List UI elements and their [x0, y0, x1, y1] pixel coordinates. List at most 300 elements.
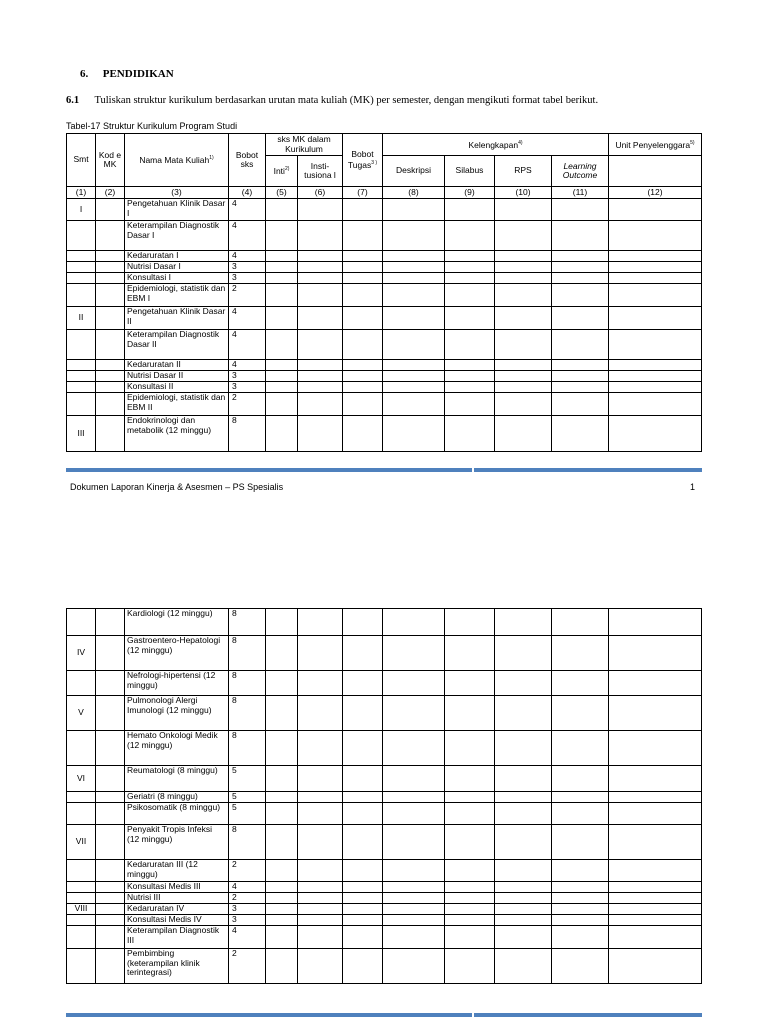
inti-cell [266, 284, 298, 307]
rps-cell [495, 609, 552, 636]
instruction-text: Tuliskan struktur kurikulum berdasarkan urutan mata kuliah (MK) per semester, dengan mengikuti format tabel berikut. [94, 95, 599, 106]
silabus-cell [445, 882, 495, 893]
institusional-cell [298, 882, 343, 893]
curriculum-table-page1 [66, 133, 702, 452]
curriculum-row [67, 330, 702, 360]
curriculum-row [67, 371, 702, 382]
silabus-cell [445, 696, 495, 731]
learning-outcome-cell [552, 307, 609, 330]
curriculum-row [67, 825, 702, 860]
course-name-cell: Keterampilan Diagnostik Dasar I [125, 221, 229, 251]
header-nama-label: Nama Mata Kuliah [139, 155, 210, 166]
silabus-cell [445, 360, 495, 371]
learning-outcome-cell [552, 360, 609, 371]
unit-penyelenggara-cell [609, 262, 702, 273]
rps-cell [495, 360, 552, 371]
bobot-tugas-cell [343, 825, 383, 860]
course-name-cell: Pengetahuan Klinik Dasar II [125, 307, 229, 330]
bobot-sks-cell: 3 [229, 382, 266, 393]
institusional-cell [298, 825, 343, 860]
deskripsi-cell [383, 636, 445, 671]
bobot-tugas-cell [343, 671, 383, 696]
unit-penyelenggara-cell [609, 792, 702, 803]
learning-outcome-cell [552, 904, 609, 915]
semester-cell: I [67, 199, 96, 221]
course-name-cell: Keterampilan Diagnostik Dasar II [125, 330, 229, 360]
course-name-cell: Kedaruratan I [125, 251, 229, 262]
silabus-cell [445, 860, 495, 882]
unit-penyelenggara-cell [609, 360, 702, 371]
bobot-sks-cell: 8 [229, 416, 266, 452]
learning-outcome-cell [552, 416, 609, 452]
bobot-tugas-cell [343, 803, 383, 825]
silabus-cell [445, 609, 495, 636]
unit-penyelenggara-cell [609, 382, 702, 393]
rps-cell [495, 199, 552, 221]
course-name-cell: Konsultasi Medis IV [125, 915, 229, 926]
rps-cell [495, 803, 552, 825]
bobot-tugas-cell [343, 609, 383, 636]
unit-penyelenggara-cell [609, 949, 702, 984]
semester-cell [67, 671, 96, 696]
course-name-cell: Pulmonologi Alergi Imunologi (12 minggu) [125, 696, 229, 731]
rps-cell [495, 766, 552, 792]
course-name-cell: Kedaruratan II [125, 360, 229, 371]
learning-outcome-cell [552, 382, 609, 393]
inti-cell [266, 803, 298, 825]
rps-cell [495, 284, 552, 307]
kode-mk-cell [96, 609, 125, 636]
semester-cell: VIII [67, 904, 96, 915]
institusional-cell [298, 636, 343, 671]
footer-text: Dokumen Laporan Kinerja & Asesmen – PS Spesialis [70, 482, 284, 492]
kode-mk-cell [96, 199, 125, 221]
bobot-sks-cell: 4 [229, 882, 266, 893]
header-silabus: Silabus [445, 156, 495, 187]
rps-cell [495, 792, 552, 803]
bobot-sks-cell: 3 [229, 273, 266, 284]
kode-mk-cell [96, 671, 125, 696]
institusional-cell [298, 284, 343, 307]
unit-penyelenggara-cell [609, 803, 702, 825]
course-name-cell: Nutrisi Dasar I [125, 262, 229, 273]
deskripsi-cell [383, 803, 445, 825]
kode-mk-cell [96, 251, 125, 262]
unit-penyelenggara-cell [609, 915, 702, 926]
institusional-cell [298, 609, 343, 636]
learning-outcome-cell [552, 926, 609, 949]
header-sks-mk-kurikulum: sks MK dalam Kurikulum [266, 134, 343, 156]
curriculum-rows-page1 [67, 199, 702, 452]
deskripsi-cell [383, 904, 445, 915]
learning-outcome-cell [552, 882, 609, 893]
page-bottom-rule [66, 468, 702, 472]
silabus-cell [445, 371, 495, 382]
header-inti [266, 156, 298, 187]
rps-cell [495, 251, 552, 262]
inti-cell [266, 262, 298, 273]
rps-cell [495, 262, 552, 273]
bobot-tugas-cell [343, 307, 383, 330]
institusional-cell [298, 766, 343, 792]
rps-cell [495, 221, 552, 251]
institusional-cell [298, 273, 343, 284]
rps-cell [495, 307, 552, 330]
bobot-sks-cell: 2 [229, 860, 266, 882]
curriculum-row [67, 926, 702, 949]
bobot-sks-cell: 5 [229, 766, 266, 792]
learning-outcome-cell [552, 609, 609, 636]
curriculum-row [67, 860, 702, 882]
semester-cell [67, 330, 96, 360]
institusional-cell [298, 416, 343, 452]
bobot-tugas-cell [343, 382, 383, 393]
kode-mk-cell [96, 766, 125, 792]
semester-cell [67, 284, 96, 307]
bobot-tugas-cell [343, 636, 383, 671]
semester-cell [67, 792, 96, 803]
institusional-cell [298, 262, 343, 273]
course-name-cell: Epidemiologi, statistik dan EBM I [125, 284, 229, 307]
inti-cell [266, 307, 298, 330]
bobot-sks-cell: 5 [229, 803, 266, 825]
inti-cell [266, 609, 298, 636]
kode-mk-cell [96, 860, 125, 882]
unit-penyelenggara-cell [609, 893, 702, 904]
rps-cell [495, 382, 552, 393]
curriculum-row [67, 199, 702, 221]
curriculum-row [67, 636, 702, 671]
institusional-cell [298, 307, 343, 330]
bobot-sks-cell: 8 [229, 671, 266, 696]
inti-cell [266, 393, 298, 416]
rps-cell [495, 636, 552, 671]
inti-cell [266, 915, 298, 926]
silabus-cell [445, 926, 495, 949]
course-name-cell: Reumatologi (8 minggu) [125, 766, 229, 792]
header-bobot-sks: Bobot sks [229, 134, 266, 187]
course-name-cell: Endokrinologi dan metabolik (12 minggu) [125, 416, 229, 452]
kode-mk-cell [96, 825, 125, 860]
rps-cell [495, 273, 552, 284]
column-number: (5) [266, 187, 298, 199]
bobot-sks-cell: 3 [229, 904, 266, 915]
semester-cell [67, 371, 96, 382]
course-name-cell: Psikosomatik (8 minggu) [125, 803, 229, 825]
silabus-cell [445, 416, 495, 452]
deskripsi-cell [383, 371, 445, 382]
rps-cell [495, 671, 552, 696]
bobot-sks-cell: 8 [229, 731, 266, 766]
course-name-cell: Nefrologi-hipertensi (12 minggu) [125, 671, 229, 696]
learning-outcome-cell [552, 251, 609, 262]
course-name-cell: Nutrisi Dasar II [125, 371, 229, 382]
kode-mk-cell [96, 382, 125, 393]
learning-outcome-cell [552, 393, 609, 416]
silabus-cell [445, 792, 495, 803]
bobot-tugas-cell [343, 251, 383, 262]
semester-cell [67, 273, 96, 284]
course-name-cell: Epidemiologi, statistik dan EBM II [125, 393, 229, 416]
kode-mk-cell [96, 893, 125, 904]
inti-cell [266, 904, 298, 915]
header-institusional: Insti-tusiona l [298, 156, 343, 187]
silabus-cell [445, 330, 495, 360]
curriculum-table-page2 [66, 608, 702, 984]
header-bobot-tugas [343, 134, 383, 187]
bobot-sks-cell: 4 [229, 330, 266, 360]
semester-cell [67, 609, 96, 636]
semester-cell: III [67, 416, 96, 452]
kode-mk-cell [96, 273, 125, 284]
bobot-tugas-cell [343, 860, 383, 882]
bobot-sks-cell: 3 [229, 915, 266, 926]
kode-mk-cell [96, 915, 125, 926]
institusional-cell [298, 860, 343, 882]
header-learning-outcome: Learning Outcome [552, 156, 609, 187]
deskripsi-cell [383, 273, 445, 284]
bobot-sks-cell: 2 [229, 393, 266, 416]
inti-cell [266, 199, 298, 221]
inti-cell [266, 860, 298, 882]
page-number: 1 [690, 482, 696, 492]
semester-cell [67, 893, 96, 904]
column-number-row [67, 187, 702, 199]
inti-cell [266, 416, 298, 452]
learning-outcome-cell [552, 262, 609, 273]
semester-cell [67, 382, 96, 393]
semester-cell [67, 915, 96, 926]
header-nama-footnote: 1) [209, 155, 214, 162]
institusional-cell [298, 904, 343, 915]
kode-mk-cell [96, 636, 125, 671]
unit-penyelenggara-cell [609, 671, 702, 696]
kode-mk-cell [96, 330, 125, 360]
curriculum-row [67, 251, 702, 262]
curriculum-row [67, 393, 702, 416]
silabus-cell [445, 766, 495, 792]
rps-cell [495, 393, 552, 416]
kode-mk-cell [96, 803, 125, 825]
learning-outcome-cell [552, 671, 609, 696]
deskripsi-cell [383, 199, 445, 221]
kode-mk-cell [96, 416, 125, 452]
deskripsi-cell [383, 330, 445, 360]
bobot-tugas-cell [343, 949, 383, 984]
bobot-tugas-cell [343, 926, 383, 949]
unit-penyelenggara-cell [609, 221, 702, 251]
course-name-cell: Kedaruratan III (12 minggu) [125, 860, 229, 882]
curriculum-row [67, 904, 702, 915]
kode-mk-cell [96, 792, 125, 803]
inti-cell [266, 926, 298, 949]
kode-mk-cell [96, 904, 125, 915]
silabus-cell [445, 251, 495, 262]
inti-cell [266, 731, 298, 766]
unit-penyelenggara-cell [609, 904, 702, 915]
inti-cell [266, 330, 298, 360]
unit-penyelenggara-cell [609, 609, 702, 636]
bobot-sks-cell: 4 [229, 221, 266, 251]
inti-cell [266, 382, 298, 393]
unit-penyelenggara-cell [609, 926, 702, 949]
deskripsi-cell [383, 926, 445, 949]
learning-outcome-cell [552, 803, 609, 825]
bobot-sks-cell: 2 [229, 284, 266, 307]
header-nama-mata-kuliah [125, 134, 229, 187]
silabus-cell [445, 199, 495, 221]
bobot-sks-cell: 4 [229, 926, 266, 949]
header-kelengkapan [383, 134, 609, 156]
semester-cell [67, 221, 96, 251]
learning-outcome-cell [552, 273, 609, 284]
inti-cell [266, 893, 298, 904]
curriculum-row [67, 307, 702, 330]
curriculum-row [67, 915, 702, 926]
silabus-cell [445, 636, 495, 671]
rps-cell [495, 731, 552, 766]
learning-outcome-cell [552, 636, 609, 671]
curriculum-row [67, 696, 702, 731]
bobot-sks-cell: 4 [229, 307, 266, 330]
inti-cell [266, 251, 298, 262]
unit-penyelenggara-cell [609, 273, 702, 284]
rps-cell [495, 330, 552, 360]
column-number: (2) [96, 187, 125, 199]
curriculum-row [67, 731, 702, 766]
silabus-cell [445, 893, 495, 904]
deskripsi-cell [383, 416, 445, 452]
header-smt: Smt [67, 134, 96, 187]
curriculum-row [67, 893, 702, 904]
rps-cell [495, 926, 552, 949]
curriculum-row [67, 766, 702, 792]
unit-penyelenggara-cell [609, 636, 702, 671]
column-number: (3) [125, 187, 229, 199]
deskripsi-cell [383, 825, 445, 860]
unit-penyelenggara-cell [609, 307, 702, 330]
institusional-cell [298, 893, 343, 904]
silabus-cell [445, 904, 495, 915]
institusional-cell [298, 360, 343, 371]
silabus-cell [445, 731, 495, 766]
semester-cell [67, 860, 96, 882]
header-inti-label: Inti [273, 166, 285, 177]
header-unit-label: Unit Penyelenggara [615, 139, 691, 150]
bobot-tugas-cell [343, 731, 383, 766]
section-number: 6. [80, 68, 89, 80]
course-name-cell: Pengetahuan Klinik Dasar I [125, 199, 229, 221]
bobot-tugas-cell [343, 915, 383, 926]
header-kode-mk: Kod e MK [96, 134, 125, 187]
bobot-tugas-cell [343, 262, 383, 273]
rps-cell [495, 825, 552, 860]
deskripsi-cell [383, 251, 445, 262]
bobot-tugas-cell [343, 766, 383, 792]
learning-outcome-cell [552, 284, 609, 307]
semester-cell [67, 360, 96, 371]
inti-cell [266, 221, 298, 251]
inti-cell [266, 360, 298, 371]
deskripsi-cell [383, 766, 445, 792]
deskripsi-cell [383, 949, 445, 984]
bobot-tugas-cell [343, 284, 383, 307]
semester-cell: IV [67, 636, 96, 671]
learning-outcome-cell [552, 766, 609, 792]
learning-outcome-cell [552, 199, 609, 221]
curriculum-row [67, 803, 702, 825]
curriculum-row [67, 416, 702, 452]
kode-mk-cell [96, 926, 125, 949]
semester-cell: V [67, 696, 96, 731]
inti-cell [266, 882, 298, 893]
bobot-sks-cell: 8 [229, 825, 266, 860]
semester-cell [67, 949, 96, 984]
unit-penyelenggara-cell [609, 416, 702, 452]
rps-cell [495, 904, 552, 915]
bobot-tugas-cell [343, 360, 383, 371]
deskripsi-cell [383, 360, 445, 371]
section-title: PENDIDIKAN [102, 68, 174, 80]
course-name-cell: Nutrisi III [125, 893, 229, 904]
section-heading [80, 68, 174, 80]
inti-cell [266, 696, 298, 731]
header-rps: RPS [495, 156, 552, 187]
silabus-cell [445, 803, 495, 825]
course-name-cell: Gastroentero-Hepatologi (12 minggu) [125, 636, 229, 671]
unit-penyelenggara-cell [609, 860, 702, 882]
inti-cell [266, 766, 298, 792]
institusional-cell [298, 915, 343, 926]
bobot-tugas-cell [343, 199, 383, 221]
unit-penyelenggara-cell [609, 731, 702, 766]
semester-cell [67, 926, 96, 949]
unit-penyelenggara-cell [609, 882, 702, 893]
silabus-cell [445, 915, 495, 926]
kode-mk-cell [96, 696, 125, 731]
instruction-number: 6.1 [66, 95, 80, 106]
unit-penyelenggara-cell [609, 825, 702, 860]
course-name-cell: Penyakit Tropis Infeksi (12 minggu) [125, 825, 229, 860]
deskripsi-cell [383, 609, 445, 636]
unit-penyelenggara-cell [609, 766, 702, 792]
kode-mk-cell [96, 731, 125, 766]
deskripsi-cell [383, 792, 445, 803]
course-name-cell: Kardiologi (12 minggu) [125, 609, 229, 636]
semester-cell [67, 262, 96, 273]
silabus-cell [445, 273, 495, 284]
deskripsi-cell [383, 307, 445, 330]
header-unit-penyelenggara [609, 134, 702, 156]
learning-outcome-cell [552, 860, 609, 882]
learning-outcome-cell [552, 792, 609, 803]
kode-mk-cell [96, 307, 125, 330]
column-number: (7) [343, 187, 383, 199]
silabus-cell [445, 262, 495, 273]
deskripsi-cell [383, 882, 445, 893]
column-number: (6) [298, 187, 343, 199]
learning-outcome-cell [552, 893, 609, 904]
table-caption: Tabel-17 Struktur Kurikulum Program Studi [66, 121, 238, 131]
curriculum-row [67, 284, 702, 307]
learning-outcome-cell [552, 949, 609, 984]
unit-penyelenggara-cell [609, 284, 702, 307]
rps-cell [495, 882, 552, 893]
silabus-cell [445, 825, 495, 860]
deskripsi-cell [383, 893, 445, 904]
bobot-sks-cell: 2 [229, 949, 266, 984]
curriculum-row [67, 273, 702, 284]
